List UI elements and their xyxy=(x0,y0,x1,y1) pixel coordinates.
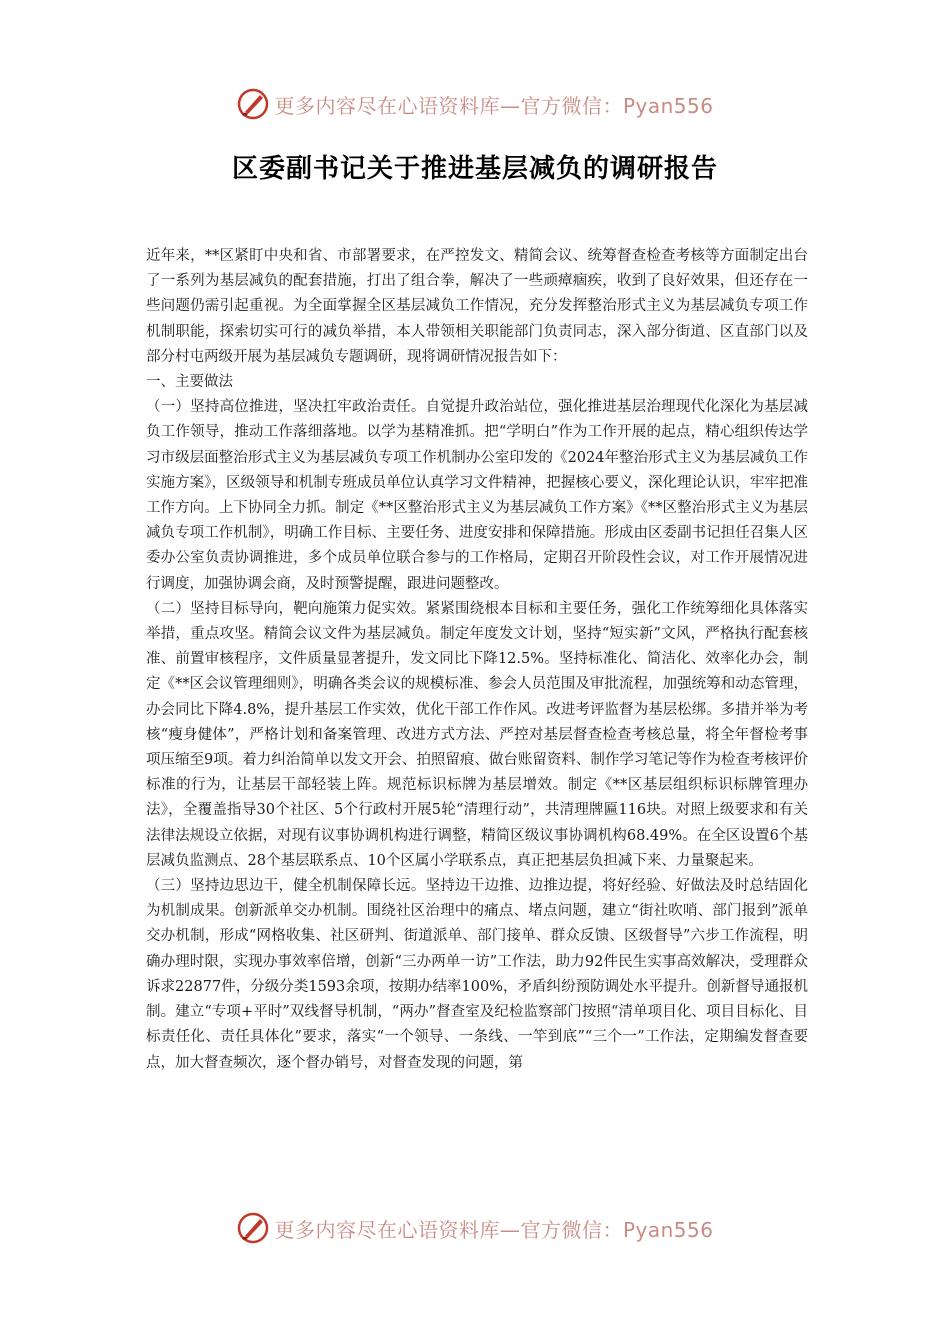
paragraph-intro: 近年来，**区紧盯中央和省、市部署要求，在严控发文、精简会议、统筹督查检查考核等方面制定出台了一系列为基层减负的配套措施，打出了组合拳，解决了一些顽瘴痼疾，收到了良好效果，但还存在一些问题仍需引起重视。为全面掌握全区基层减负工作情况，充分发挥整治形式主义为基层减负专项工作机制职能，探索切实可行的减负举措，本人带领相关职能部门负责同志，深入部分街道、区直部门以及部分村屯两级开展为基层减负专题调研，现将调研情况报告如下： xyxy=(146,248,808,365)
report-body xyxy=(146,244,808,1076)
banner-text: 更多内容尽在心语资料库—官方微信：Pyan556 xyxy=(274,1217,714,1242)
page-title: 区委副书记关于推进基层减负的调研报告 xyxy=(231,154,718,184)
paragraph-3: （三）坚持边思边干，健全机制保障长远。坚持边干边推、边推边提，将好经验、好做法及时总结固化为机制成果。创新派单交办机制。围绕社区治理中的痛点、堵点问题，建立“街社吹哨、部门报到”派单交办机制，形成“网格收集、社区研判、街道派单、部门接单、群众反馈、区级督导”六步工作流程，明确办理时限，实现办事效率倍增，创新“三办两单一访”工作法，助力92件民生实事高效解决，受理群众诉求22877件，分级分类1593余项，按期办结率100%，矛盾纠纷预防调处水平提升。创新督导通报机制。建立“专项+平时”双线督导机制，“两办”督查室及纪检监察部门按照“清单项目化、项目目标化、目标责任化、责任具体化”要求，落实“一个领导、一条线、一竿到底”“三个一”工作法，定期编发督查要点，加大督查频次，逐个督办销号，对督查发现的问题，第 xyxy=(146,878,808,1071)
section-heading: 一、主要做法 xyxy=(146,374,233,391)
brush-logo-icon xyxy=(236,87,270,121)
paragraph-2: （二）坚持目标导向，靶向施策力促实效。紧紧围绕根本目标和主要任务，强化工作统筹细化具体落实举措，重点攻坚。精简会议文件为基层减负。制定年度发文计划，坚持“短实新”文风，严格执行配套核准、前置审核程序，文件质量显著提升，发文同比下降12.5%。坚持标准化、简洁化、效率化办会，制定《**区会议管理细则》，明确各类会议的规模标准、参会人员范围及审批流程，加强统筹和动态管理，办会同比下降4.8%，提升基层工作实效，优化干部工作作风。改进考评监督为基层松绑。多措并举为考核“瘦身健体”，严格计划和备案管理、改进方式方法、严控对基层督查检查考核总量，将全年督检考事项压缩至9项。着力纠治简单以发文开会、拍照留痕、做台账留资料、制作学习笔记等作为检查考核评价标准的行为，让基层干部轻装上阵。规范标识标牌为基层增效。制定《**区基层组织标识标牌管理办法》，全覆盖指导30个社区、5个行政村开展5轮“清理行动”，共清理牌匾116块。对照上级要求和有关法律法规设立依据，对现有议事协调机构进行调整，精简区级议事协调机构68.49%。在全区设置6个基层减负监测点、28个基层联系点、10个区属小学联系点，真正把基层负担减下来、力量聚起来。 xyxy=(146,600,808,869)
brush-logo-icon xyxy=(236,1211,270,1245)
paragraph-1: （一）坚持高位推进，坚决扛牢政治责任。自觉提升政治站位，强化推进基层治理现代化深化为基层减负工作领导，推动工作落细落地。以学为基精准抓。把“学明白”作为工作开展的起点，精心组织传达学习市级层面整治形式主义为基层减负专项工作机制办公室印发的《2024年整治形式主义为基层减负工作实施方案》，区级领导和机制专班成员单位认真学习文件精神，把握核心要义，深化理论认识，牢牢把准工作方向。上下协同全力抓。制定《**区整治形式主义为基层减负工作方案》《**区整治形式主义为基层减负专项工作机制》，明确工作目标、主要任务、进度安排和保障措施。形成由区委副书记担任召集人区委办公室负责协调推进，多个成员单位联合参与的工作格局，定期召开阶段性会议，对工作开展情况进行调度，加强协调会商，及时预警提醒，跟进问题整改。 xyxy=(146,399,808,592)
header-banner xyxy=(0,84,950,124)
banner-text: 更多内容尽在心语资料库—官方微信：Pyan556 xyxy=(274,93,714,118)
footer-banner xyxy=(0,1208,950,1248)
